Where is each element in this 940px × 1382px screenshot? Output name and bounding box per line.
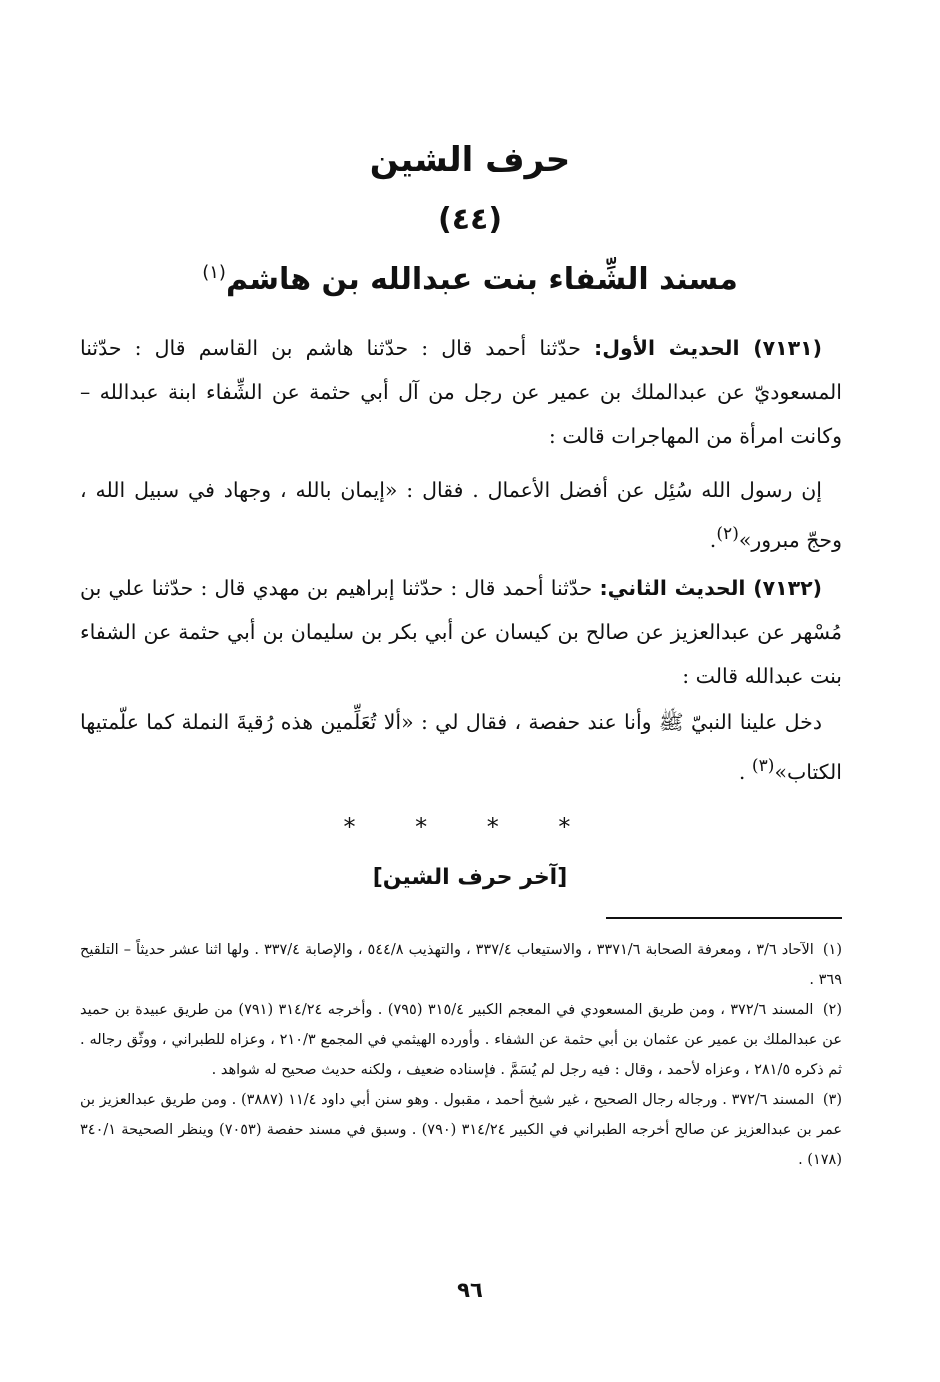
footnotes (80, 935, 842, 1175)
hadith-1-isnad (80, 326, 842, 458)
footnote-3-mark: (٣) (822, 1092, 842, 1108)
footnote-1-mark: (١) (822, 942, 842, 958)
hadith-2-isnad-text: حدّثنا أحمد قال : حدّثنا إبراهيم بن مهدي قال : حدّثنا علي بن مُسْهر عن عبدالعزيز عن صالح بن كيسان عن أبي بكر بن سليمان بن أبي حثمة عن الشفاء بنت عبدالله قالت : (80, 576, 842, 688)
hadith-2-matn-text: دخل علينا النبيّ ﷺ وأنا عند حفصة ، فقال لي : «ألا تُعَلِّمين هذه رُقيةَ النملة كما علّمتيها الكتاب» (80, 710, 842, 784)
hadith-1-matn (80, 468, 842, 562)
footnote-1 (80, 935, 842, 995)
section-separator: * * * * (343, 813, 597, 841)
footnote-2-mark: (٢) (822, 1002, 842, 1018)
footnote-3 (80, 1085, 842, 1175)
footnote-2 (80, 995, 842, 1085)
hadith-2-isnad (80, 566, 842, 698)
letter-title: حرف الشين (369, 140, 571, 180)
musnad-title-text: مسند الشِّفاء بنت عبدالله بن هاشم (225, 262, 738, 297)
hadith-2-matn (80, 700, 842, 794)
footnote-2-text: المسند ٣٧٢/٦ ، ومن طريق المسعودي في المعجم الكبير ٣١٥/٤ (٧٩٥) . وأخرجه ٣١٤/٢٤ (٧٩١) من طريق عبيدة بن حميد عن عبدالملك بن عمير عن عثمان بن أبي حثمة عن الشفاء . وأورده الهيثمي في المجمع ٢١٠/٣ ، وعزاه للطبراني ، ووثّق رجاله . ثم ذكره ٢٨١/٥ ، وعزاه لأحمد ، وقال : فيه رجل لم يُسَمَّ . فإسناده ضعيف ، ولكنه حديث صحيح له شواهد . (80, 1002, 842, 1078)
end-of-letter-heading: [آخر حرف الشين] (372, 865, 568, 890)
hadith-1-matn-end: . (709, 527, 717, 552)
musnad-title (0, 258, 940, 302)
musnad-number: (٤٤) (437, 202, 503, 237)
hadith-1-heading: (٧١٣١) الحديث الأول: (594, 336, 822, 360)
hadith-2-footnote-ref: (٣) (751, 756, 775, 776)
hadith-2-matn-end: . (738, 759, 752, 784)
footnote-divider (606, 917, 842, 919)
footnote-3-text: المسند ٣٧٢/٦ . ورجاله رجال الصحيح ، غير شيخ أحمد ، مقبول . وهو سنن أبي داود ١١/٤ (٣٨٨٧) . ومن طريق عبدالعزيز بن عمر بن عبدالعزيز عن صالح أخرجه الطبراني في الكبير ٣١٤/٢٤ (٧٩٠) . وسبق في مسند حفصة (٧٠٥٣) وينظر الصحيحة ٣٤٠/١ (١٧٨) . (80, 1092, 842, 1168)
footnote-1-text: الآحاد ٣/٦ ، ومعرفة الصحابة ٣٣٧١/٦ ، والاستيعاب ٣٣٧/٤ ، والتهذيب ٥٤٤/٨ ، والإصابة ٣٣٧/٤ . ولها اثنا عشر حديثاً – التلقيح ٣٦٩ . (80, 942, 842, 988)
musnad-title-footnote-ref: (١) (202, 262, 226, 283)
page-number: ٩٦ (457, 1278, 483, 1302)
hadith-1-footnote-ref: (٢) (716, 524, 739, 544)
hadith-1-matn-text: إن رسول الله سُئِل عن أفضل الأعمال . فقال : «إيمان بالله ، وجهاد في سبيل الله ، وحجّ مبرور» (80, 478, 842, 552)
hadith-1-isnad-text: حدّثنا أحمد قال : حدّثنا هاشم بن القاسم قال : حدّثنا المسعوديّ عن عبدالملك بن عمير عن رجل من آل أبي حثمة عن الشِّفاء ابنة عبدالله – وكانت امرأة من المهاجرات قالت : (80, 336, 842, 448)
hadith-2-heading: (٧١٣٢) الحديث الثاني: (599, 576, 822, 600)
